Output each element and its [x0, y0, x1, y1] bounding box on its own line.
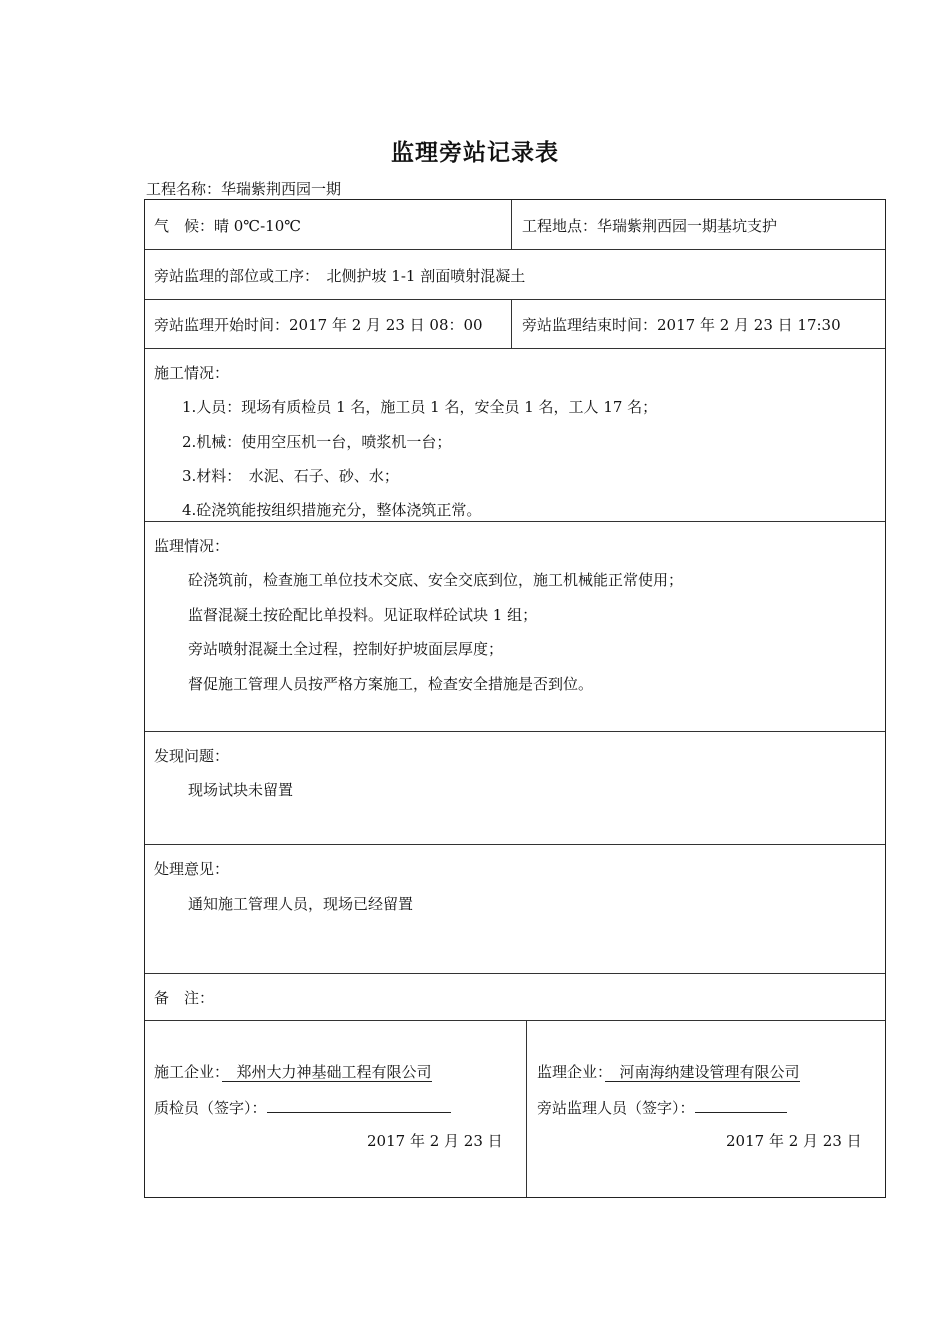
quality-inspector-signature-blank: [267, 1097, 451, 1113]
column-divider: [511, 299, 512, 348]
problems-heading: 发现问题：: [154, 747, 230, 765]
construction-item: 4.砼浇筑能按组织措施充分，整体浇筑正常。: [182, 501, 482, 519]
contractor-company-name: 郑州大力神基础工程有限公司: [221, 1063, 432, 1081]
row-divider: [145, 973, 885, 974]
construction-item: 3.材料： 水泥、石子、砂、水；: [182, 467, 399, 485]
site-supervisor-label: 旁站监理人员（签字）：: [537, 1099, 695, 1117]
supervision-item: 旁站喷射混凝土全过程，控制好护坡面层厚度；: [188, 640, 504, 658]
contractor-date: 2017 年 2 月 23 日: [367, 1132, 503, 1150]
end-time-field: 旁站监理结束时间：2017 年 2 月 23 日 17:30: [522, 316, 841, 334]
record-table: [144, 199, 886, 1198]
column-divider: [526, 1020, 527, 1197]
supervision-heading: 监理情况：: [154, 537, 230, 555]
quality-inspector-label: 质检员（签字）：: [154, 1099, 267, 1117]
row-divider: [145, 299, 885, 300]
row-divider: [145, 521, 885, 522]
site-supervisor-line: [537, 1097, 787, 1118]
contractor-label: 施工企业：: [154, 1063, 222, 1081]
row-divider: [145, 844, 885, 845]
supervision-item: 监督混凝土按砼配比单投料。见证取样砼试块 1 组；: [188, 606, 538, 624]
problems-text: 现场试块未留置: [188, 781, 294, 799]
row-divider: [145, 249, 885, 250]
page-title: 监理旁站记录表: [391, 140, 559, 166]
row-divider: [145, 1020, 885, 1021]
supervisor-label: 监理企业：: [537, 1063, 605, 1081]
row-divider: [145, 731, 885, 732]
contractor-line: [154, 1062, 432, 1082]
supervision-item: 督促施工管理人员按严格方案施工，检查安全措施是否到位。: [188, 675, 594, 693]
supervisor-date: 2017 年 2 月 23 日: [726, 1132, 862, 1150]
start-time-field: 旁站监理开始时间：2017 年 2 月 23 日 08：00: [154, 316, 483, 334]
handling-text: 通知施工管理人员，现场已经留置: [188, 895, 414, 913]
supervisor-line: [537, 1062, 800, 1082]
supervisor-company-name: 河南海纳建设管理有限公司: [604, 1063, 800, 1081]
quality-inspector-line: [154, 1097, 451, 1118]
remarks-heading: 备 注：: [154, 989, 215, 1007]
construction-item: 2.机械：使用空压机一台，喷浆机一台；: [182, 433, 452, 451]
supervision-item: 砼浇筑前，检查施工单位技术交底、安全交底到位，施工机械能正常使用；: [188, 571, 684, 589]
site-supervisor-signature-blank: [695, 1097, 787, 1113]
project-name: 工程名称：华瑞紫荆西园一期: [146, 180, 342, 198]
weather-field: 气 候：晴 0℃-10℃: [154, 217, 302, 235]
location-field: 工程地点：华瑞紫荆西园一期基坑支护: [522, 217, 778, 235]
column-divider: [511, 200, 512, 249]
handling-heading: 处理意见：: [154, 860, 230, 878]
construction-heading: 施工情况：: [154, 364, 230, 382]
construction-item: 1.人员：现场有质检员 1 名，施工员 1 名，安全员 1 名，工人 17 名；: [182, 398, 658, 416]
row-divider: [145, 348, 885, 349]
supervision-part-field: 旁站监理的部位或工序： 北侧护坡 1-1 剖面喷射混凝土: [154, 267, 526, 285]
